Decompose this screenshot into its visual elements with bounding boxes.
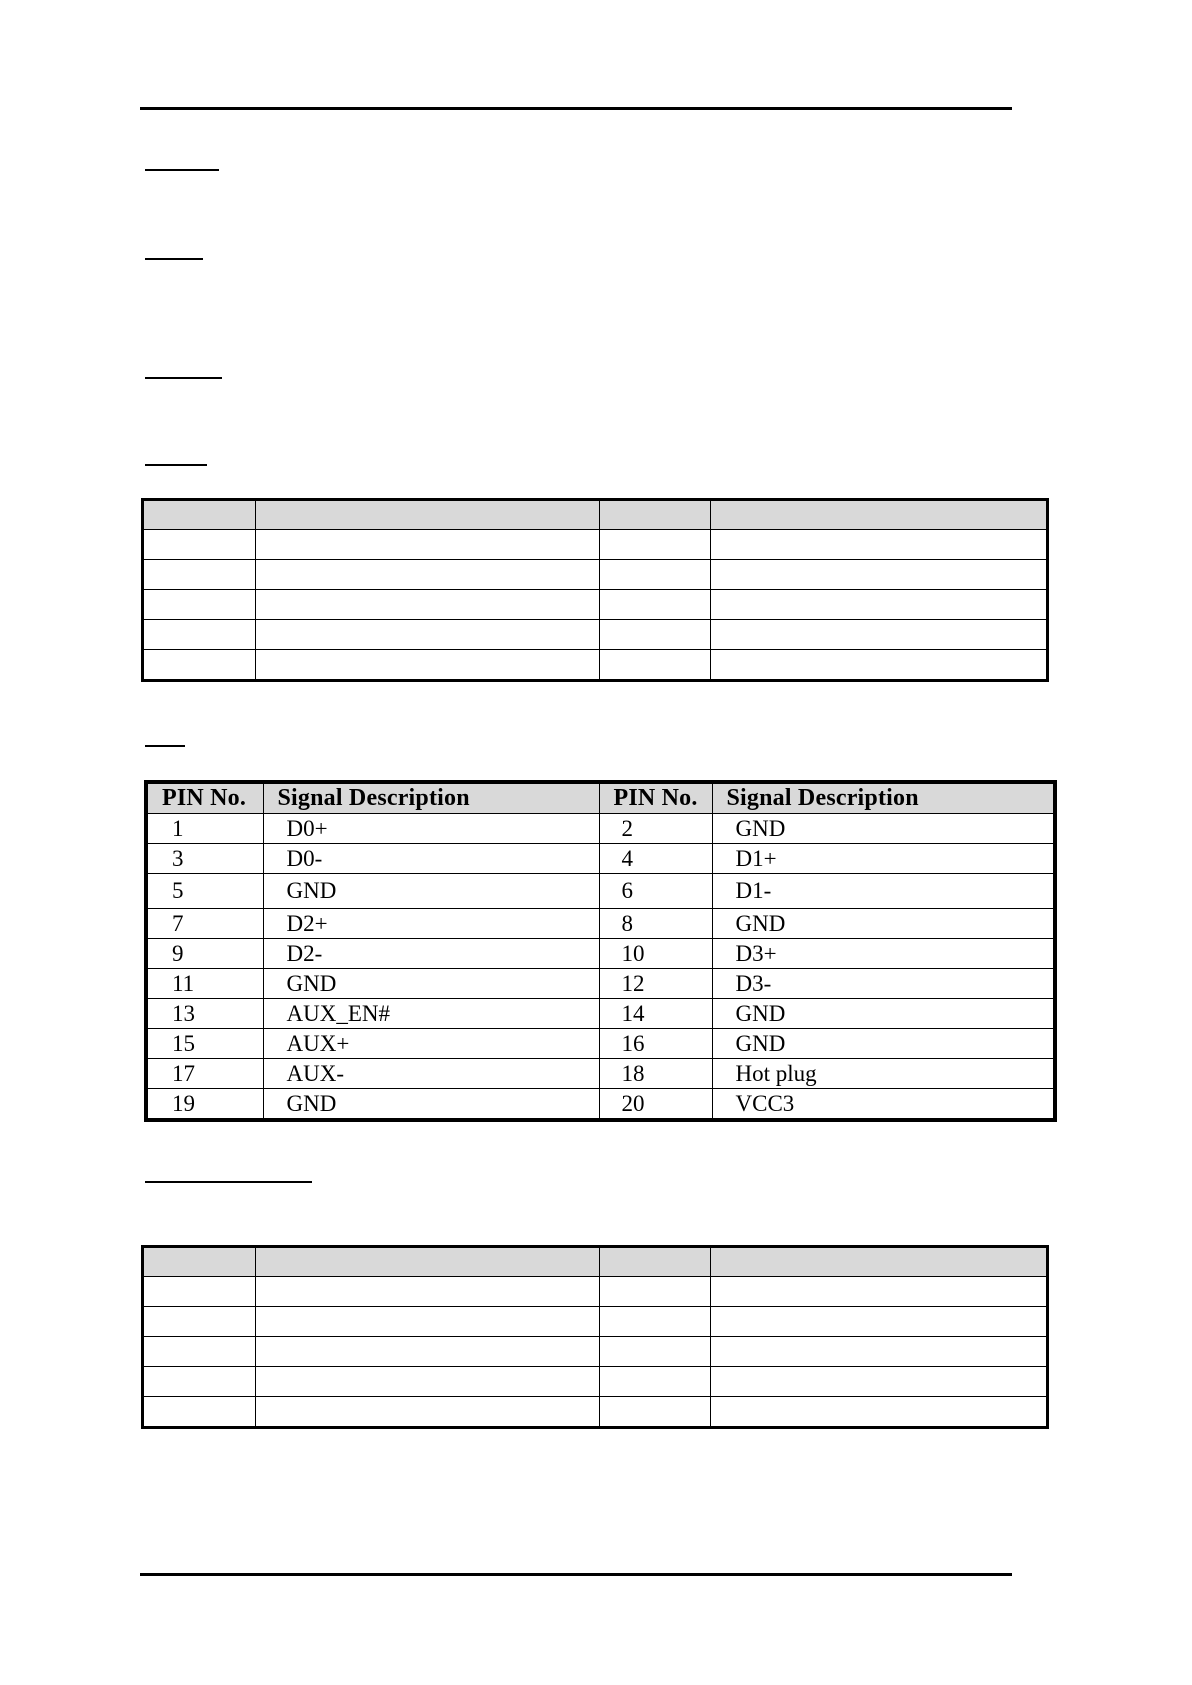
section-heading-underline-1 <box>145 169 219 171</box>
table-cell <box>711 1337 1048 1367</box>
pin-number: 1 <box>146 814 263 844</box>
pin-number: 14 <box>599 999 712 1029</box>
table-cell <box>143 1307 256 1337</box>
header-pin-no-2: PIN No. <box>599 782 712 814</box>
pin-number: 17 <box>146 1059 263 1089</box>
table-row <box>143 650 1048 681</box>
table-row <box>143 530 1048 560</box>
signal-description: GND <box>712 1029 1055 1059</box>
table-cell <box>600 620 711 650</box>
table-row <box>143 1367 1048 1397</box>
signal-description: GND <box>712 999 1055 1029</box>
table-cell <box>256 1397 600 1428</box>
table-cell <box>143 530 256 560</box>
signal-description: AUX_EN# <box>263 999 599 1029</box>
signal-description: GND <box>263 1089 599 1121</box>
footer-rule <box>140 1573 1012 1576</box>
header-cell <box>600 1247 711 1277</box>
header-cell <box>256 1247 600 1277</box>
table-row <box>143 620 1048 650</box>
signal-description: D1- <box>712 874 1055 909</box>
table-cell <box>256 590 600 620</box>
header-signal-description-2: Signal Description <box>712 782 1055 814</box>
table-cell <box>711 530 1048 560</box>
signal-description: AUX+ <box>263 1029 599 1059</box>
table-row <box>146 1029 1055 1059</box>
pin-number: 5 <box>146 874 263 909</box>
signal-description: GND <box>712 814 1055 844</box>
pin-number: 12 <box>599 969 712 999</box>
table-cell <box>256 1367 600 1397</box>
table-cell <box>143 1277 256 1307</box>
pin-number: 18 <box>599 1059 712 1089</box>
table-row <box>146 844 1055 874</box>
table-row <box>143 560 1048 590</box>
header-signal-description-1: Signal Description <box>263 782 599 814</box>
header-cell <box>711 500 1048 530</box>
pin-number: 3 <box>146 844 263 874</box>
pin-number: 9 <box>146 939 263 969</box>
table-cell <box>600 1307 711 1337</box>
table-cell <box>711 620 1048 650</box>
pin-number: 19 <box>146 1089 263 1121</box>
table-row <box>146 1089 1055 1121</box>
table-cell <box>600 1397 711 1428</box>
table-header-row <box>146 782 1055 814</box>
table-row <box>146 814 1055 844</box>
signal-description: D3+ <box>712 939 1055 969</box>
header-cell <box>143 500 256 530</box>
header-cell <box>256 500 600 530</box>
table-row <box>146 939 1055 969</box>
table-row <box>146 874 1055 909</box>
pin-number: 6 <box>599 874 712 909</box>
table-row <box>143 1307 1048 1337</box>
pin-number: 13 <box>146 999 263 1029</box>
table-header-row <box>143 500 1048 530</box>
signal-description: Hot plug <box>712 1059 1055 1089</box>
header-cell <box>143 1247 256 1277</box>
pin-number: 4 <box>599 844 712 874</box>
table-cell <box>143 1397 256 1428</box>
table-cell <box>600 530 711 560</box>
section-heading-underline-4 <box>145 464 207 466</box>
table-cell <box>711 590 1048 620</box>
signal-description: D1+ <box>712 844 1055 874</box>
table-row <box>146 969 1055 999</box>
table-cell <box>256 560 600 590</box>
table-cell <box>143 650 256 681</box>
signal-description: D2+ <box>263 909 599 939</box>
table-cell <box>256 650 600 681</box>
table-cell <box>711 560 1048 590</box>
signal-description: VCC3 <box>712 1089 1055 1121</box>
pin-assignment-table <box>144 780 1057 1122</box>
table-cell <box>143 1337 256 1367</box>
table-cell <box>600 1337 711 1367</box>
table-cell <box>711 650 1048 681</box>
table-cell <box>600 1277 711 1307</box>
table-row <box>143 1397 1048 1428</box>
table-cell <box>711 1277 1048 1307</box>
pin-number: 7 <box>146 909 263 939</box>
pin-number: 8 <box>599 909 712 939</box>
header-rule <box>140 107 1012 110</box>
table-cell <box>600 650 711 681</box>
table-cell <box>256 1277 600 1307</box>
signal-description: D0+ <box>263 814 599 844</box>
pin-number: 20 <box>599 1089 712 1121</box>
section-heading-underline-6 <box>145 1181 312 1183</box>
table-row <box>146 999 1055 1029</box>
table-cell <box>711 1397 1048 1428</box>
empty-pin-table-2 <box>141 1245 1049 1429</box>
section-heading-underline-3 <box>145 377 222 379</box>
table-row <box>146 909 1055 939</box>
table-cell <box>600 590 711 620</box>
signal-description: D2- <box>263 939 599 969</box>
table-cell <box>711 1367 1048 1397</box>
table-cell <box>143 1367 256 1397</box>
signal-description: AUX- <box>263 1059 599 1089</box>
signal-description: GND <box>712 909 1055 939</box>
pin-number: 16 <box>599 1029 712 1059</box>
table-cell <box>256 1337 600 1367</box>
section-heading-underline-5 <box>145 745 185 747</box>
pin-number: 2 <box>599 814 712 844</box>
table-row <box>143 590 1048 620</box>
table-cell <box>256 1307 600 1337</box>
table-cell <box>143 620 256 650</box>
header-cell <box>600 500 711 530</box>
table-cell <box>143 590 256 620</box>
header-pin-no-1: PIN No. <box>146 782 263 814</box>
pin-number: 10 <box>599 939 712 969</box>
table-row <box>146 1059 1055 1089</box>
empty-pin-table-1 <box>141 498 1049 682</box>
signal-description: GND <box>263 874 599 909</box>
table-cell <box>143 560 256 590</box>
pin-number: 11 <box>146 969 263 999</box>
table-header-row <box>143 1247 1048 1277</box>
table-cell <box>600 560 711 590</box>
header-cell <box>711 1247 1048 1277</box>
table-cell <box>256 530 600 560</box>
table-cell <box>711 1307 1048 1337</box>
signal-description: D0- <box>263 844 599 874</box>
pin-number: 15 <box>146 1029 263 1059</box>
table-row <box>143 1337 1048 1367</box>
signal-description: D3- <box>712 969 1055 999</box>
table-cell <box>256 620 600 650</box>
section-heading-underline-2 <box>145 258 203 260</box>
signal-description: GND <box>263 969 599 999</box>
table-row <box>143 1277 1048 1307</box>
table-cell <box>600 1367 711 1397</box>
